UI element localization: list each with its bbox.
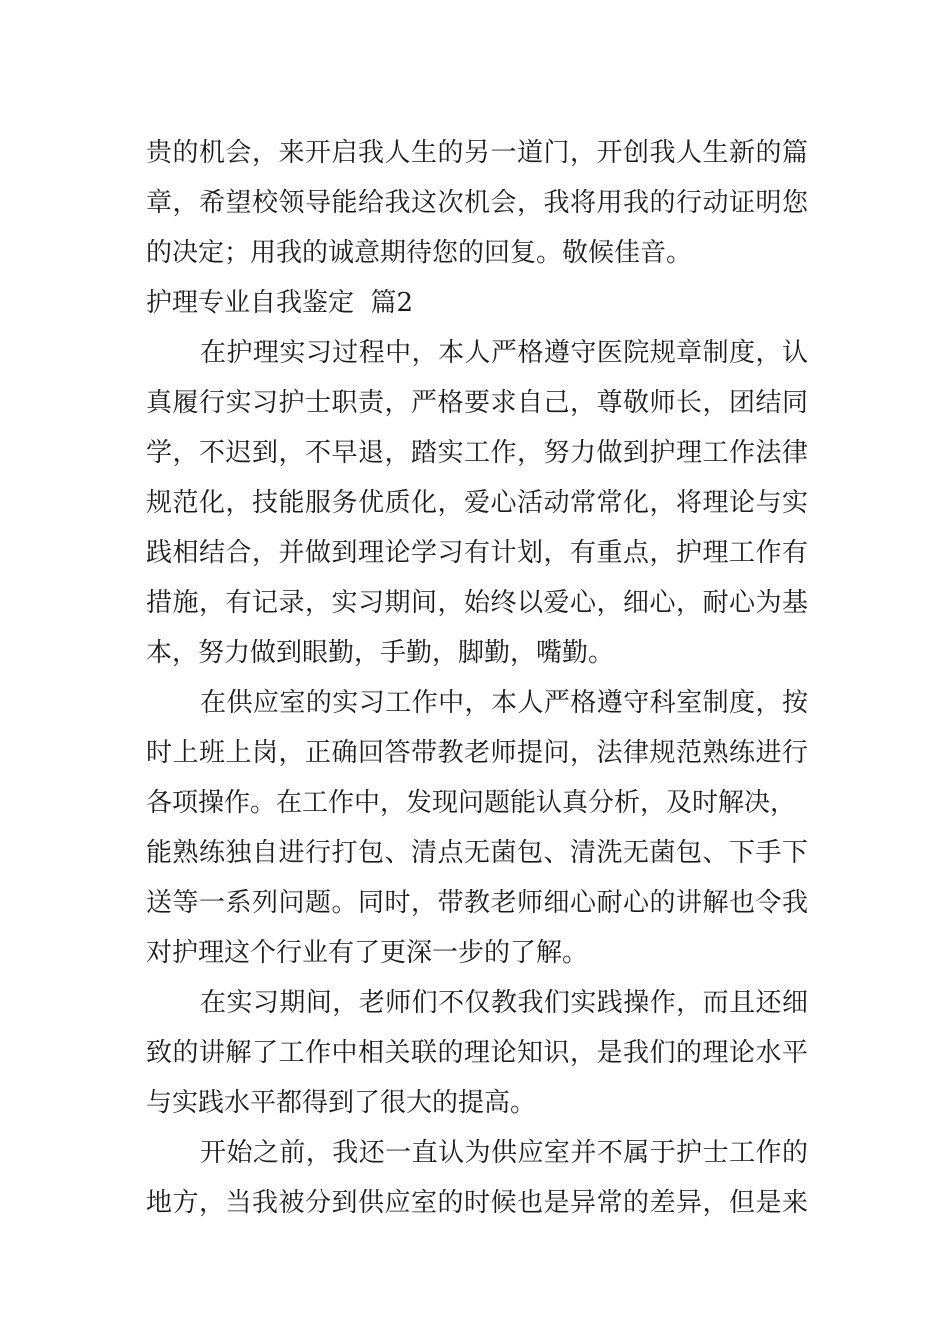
paragraph-line: 学，不迟到，不早退，踏实工作，努力做到护理工作法律 bbox=[146, 438, 808, 468]
paragraph-line: 规范化，技能服务优质化，爱心活动常常化，将理论与实 bbox=[146, 488, 808, 518]
paragraph-line: 在实习期间，老师们不仅教我们实践操作，而且还细 bbox=[200, 988, 808, 1018]
paragraph-line: 对护理这个行业有了更深一步的了解。 bbox=[146, 938, 589, 968]
paragraph-line: 致的讲解了工作中相关联的理论知识，是我们的理论水平 bbox=[146, 1038, 808, 1068]
paragraph-line: 各项操作。在工作中，发现问题能认真分析，及时解决， bbox=[146, 788, 797, 818]
section-title: 护理专业自我鉴定 篇2 bbox=[146, 288, 414, 318]
paragraph-line: 送等一系列问题。同时，带教老师细心耐心的讲解也令我 bbox=[146, 888, 808, 918]
paragraph-line: 本，努力做到眼勤，手勤，脚勤，嘴勤。 bbox=[146, 638, 615, 668]
intro-line: 的决定；用我的诚意期待您的回复。敬候佳音。 bbox=[146, 238, 693, 268]
paragraph-line: 措施，有记录，实习期间，始终以爱心，细心，耐心为基 bbox=[146, 588, 808, 618]
paragraph-line: 能熟练独自进行打包、清点无菌包、清洗无菌包、下手下 bbox=[146, 838, 808, 868]
paragraph-line: 践相结合，并做到理论学习有计划，有重点，护理工作有 bbox=[146, 538, 808, 568]
intro-line: 章，希望校领导能给我这次机会，我将用我的行动证明您 bbox=[146, 188, 808, 218]
paragraph-line: 时上班上岗，正确回答带教老师提问，法律规范熟练进行 bbox=[146, 738, 808, 768]
paragraph-line: 在护理实习过程中，本人严格遵守医院规章制度，认 bbox=[200, 338, 808, 368]
paragraph-line: 在供应室的实习工作中，本人严格遵守科室制度，按 bbox=[200, 688, 808, 718]
document-page bbox=[146, 128, 808, 1228]
intro-line: 贵的机会，来开启我人生的另一道门，开创我人生新的篇 bbox=[146, 138, 808, 168]
paragraph-line: 地方，当我被分到供应室的时候也是异常的差异，但是来 bbox=[146, 1188, 808, 1218]
paragraph-line: 开始之前，我还一直认为供应室并不属于护士工作的 bbox=[200, 1138, 808, 1168]
paragraph-line: 与实践水平都得到了很大的提高。 bbox=[146, 1088, 537, 1118]
paragraph-line: 真履行实习护士职责，严格要求自己，尊敬师长，团结同 bbox=[146, 388, 808, 418]
